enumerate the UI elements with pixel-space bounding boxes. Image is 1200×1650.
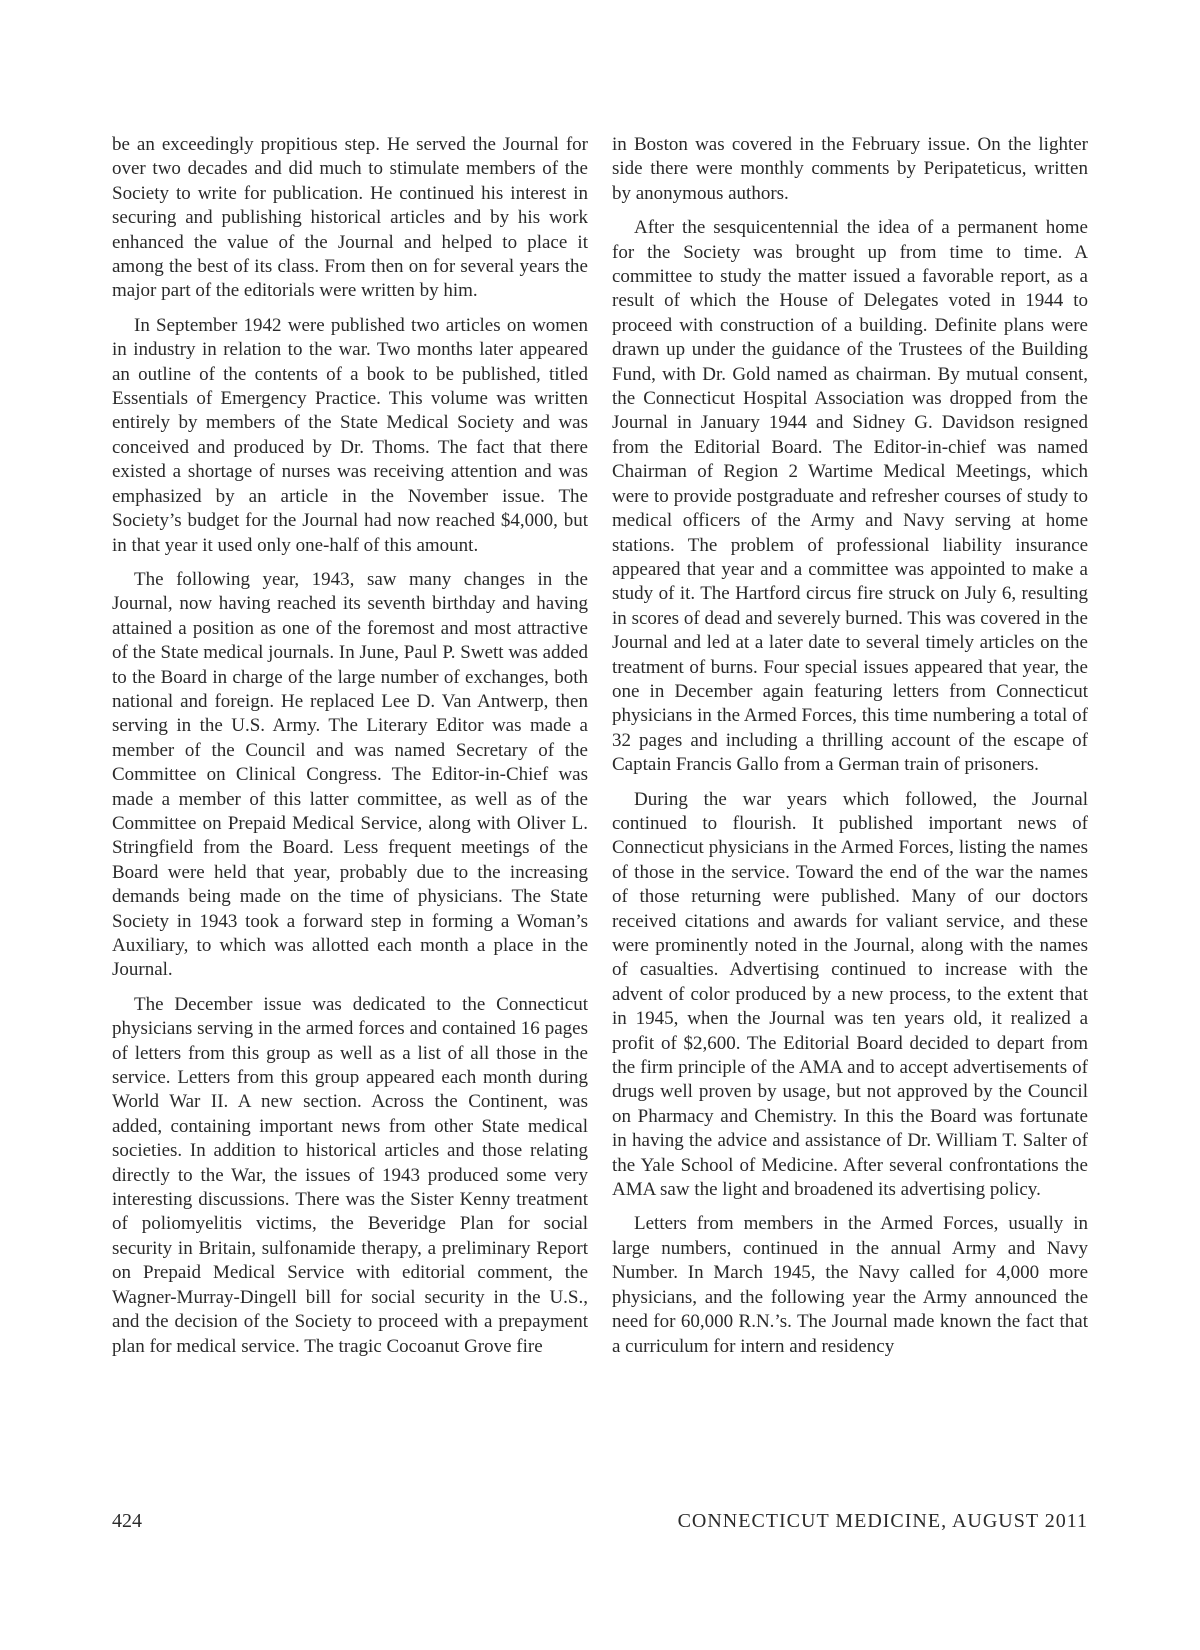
paragraph: be an exceedingly propitious step. He served the Journal for over two decades and did much to stimulate members of the Society to write for publication. He continued his interest in securing and publishing historical articles and by his work enhanced the value of the Journal and helped to place it among the best of its class. From then on for several years the major part of the editorials were written by him. xyxy=(112,134,588,302)
paragraph: During the war years which followed, the Journal continued to flourish. It published important news of Connecticut physicians in the Armed Forces, listing the names of those in the service. Toward the end of the war the names of those returning were published. Many of our doctors received citations and awards for valiant service, and these were prominently noted in the Journal, along with the names of casualties. Advertising continued to increase with the advent of color produced by a new process, to the extent that in 1945, when the Journal was ten years old, it realized a profit of $2,600. The Editorial Board decided to depart from the firm principle of the AMA and to accept advertisements of drugs well proven by usage, but not approved by the Council on Pharmacy and Chemistry. In this the Board was fortunate in having the advice and assistance of Dr. William T. Salter of the Yale School of Medicine. After several confrontations the AMA saw the light and broadened its advertising policy. xyxy=(612,788,1088,1201)
right-column xyxy=(612,133,1088,1369)
page-number: 424 xyxy=(112,1510,142,1532)
paragraph: The December issue was dedicated to the Connecticut physicians serving in the armed forces and contained 16 pages of letters from this group as well as a list of all those in the service. Letters from this group appeared each month during World War II. A new section. Across the Continent, was added, containing important news from other State medical societies. In addition to historical articles and those relating directly to the War, the issues of 1943 produced some very interesting discussions. There was the Sister Kenny treatment of poliomyelitis victims, the Beveridge Plan for social security in Britain, sulfonamide therapy, a preliminary Report on Prepaid Medical Service with editorial comment, the Wagner-Murray-Dingell bill for social security in the U.S., and the decision of the Society to proceed with a prepayment plan for medical service. The tragic Cocoanut Grove fire xyxy=(112,993,588,1357)
left-column xyxy=(112,133,588,1369)
paragraph: In September 1942 were published two articles on women in industry in relation to the war. Two months later appeared an outline of the contents of a book to be published, titled Essentials of Emergency Practice. This volume was written entirely by members of the State Medical Society and was conceived and produced by Dr. Thoms. The fact that there existed a shortage of nurses was receiving attention and was emphasized by an article in the November issue. The Society’s budget for the Journal had now reached $4,000, but in that year it used only one-half of this amount. xyxy=(112,314,588,556)
paragraph: The following year, 1943, saw many changes in the Journal, now having reached its seventh birthday and having attained a position as one of the foremost and most attractive of the State medical journals. In June, Paul P. Swett was added to the Board in charge of the large number of exchanges, both national and foreign. He replaced Lee D. Van Antwerp, then serving in the U.S. Army. The Literary Editor was made a member of the Council and was named Secretary of the Committee on Clinical Congress. The Editor-in-Chief was made a member of this latter committee, as well as of the Committee on Prepaid Medical Service, along with Oliver L. Stringfield from the Board. Less frequent meetings of the Board were held that year, probably due to the increasing demands being made on the time of physicians. The State Society in 1943 took a forward step in forming a Woman’s Auxiliary, to which was allotted each month a place in the Journal. xyxy=(112,568,588,981)
paragraph: After the sesquicentennial the idea of a permanent home for the Society was brought up from time to time. A committee to study the matter issued a favorable report, as a result of which the House of Delegates voted in 1944 to proceed with construction of a building. Definite plans were drawn up under the guidance of the Trustees of the Building Fund, with Dr. Gold named as chairman. By mutual consent, the Connecticut Hospital Association was dropped from the Journal in January 1944 and Sidney G. Davidson resigned from the Editorial Board. The Editor-in-chief was named Chairman of Region 2 Wartime Medical Meetings, which were to provide postgraduate and refresher courses of study to medical officers of the Army and Navy serving at home stations. The problem of professional liability insurance appeared that year and a committee was appointed to make a study of it. The Hartford circus fire struck on July 6, resulting in scores of dead and severely burned. This was covered in the Journal and led at a later date to several timely articles on the treatment of burns. Four special issues appeared that year, the one in December again featuring letters from Connecticut physicians in the Armed Forces, this time numbering a total of 32 pages and including a thrilling account of the escape of Captain Francis Gallo from a German train of prisoners. xyxy=(612,217,1088,776)
paragraph: Letters from members in the Armed Forces, usually in large numbers, continued in the annual Army and Navy Number. In March 1945, the Navy called for 4,000 more physicians, and the following year the Army announced the need for 60,000 R.N.’s. The Journal made known the fact that a curriculum for intern and residency xyxy=(612,1213,1088,1357)
running-footer: CONNECTICUT MEDICINE, AUGUST 2011 xyxy=(677,1510,1088,1532)
paragraph: in Boston was covered in the February issue. On the lighter side there were monthly comments by Peripateticus, written by anonymous authors. xyxy=(612,134,1088,204)
